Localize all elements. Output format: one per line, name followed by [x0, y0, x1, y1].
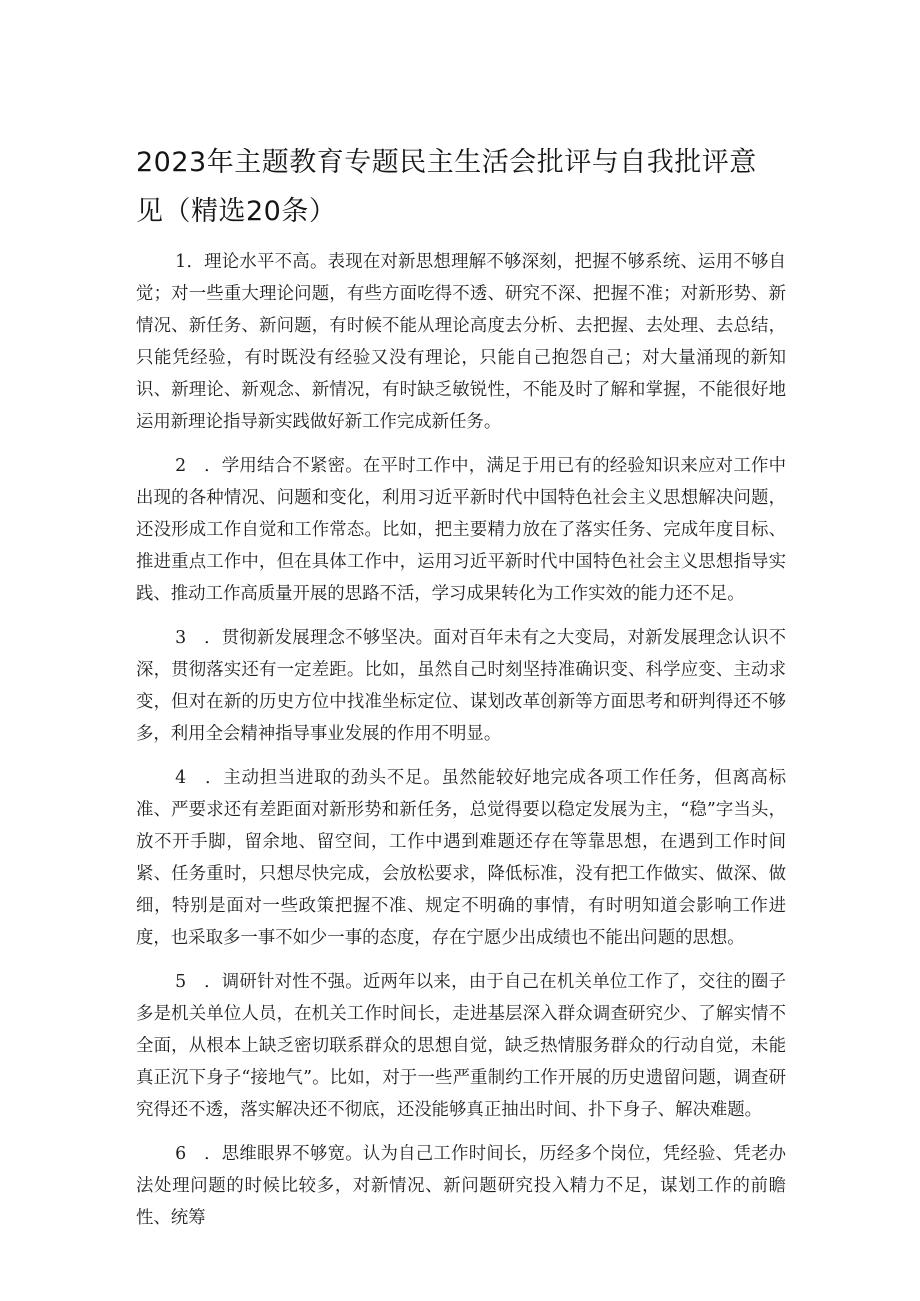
- paragraph: 1．理论水平不高。表现在对新思想理解不够深刻，把握不够系统、运用不够自觉；对一些重大理论问题，有些方面吃得不透、研究不深、把握不准；对新形势、新情况、新任务、新问题，有时候不能从理论高度去分析、去把握、去处理、去总结，只能凭经验，有时既没有经验又没有理论，只能自己抱怨自己；对大量涌现的新知识、新理论、新观念、新情况，有时缺乏敏锐性，不能及时了解和掌握，不能很好地运用新理论指导新实践做好新工作完成新任务。: [136, 252, 786, 432]
- paragraph: 5 ．调研针对性不强。近两年以来，由于自己在机关单位工作了，交往的圈子多是机关单位人员，在机关工作时间长，走进基层深入群众调查研究少、了解实情不全面，从根本上缺乏密切联系群众的思想自觉，缺乏热情服务群众的行动自觉，未能真正沉下身子“接地气”。比如，对于一些严重制约工作开展的历史遗留问题，调查研究得还不透，落实解决还不彻底，还没能够真正抽出时间、扑下身子、解决难题。: [136, 972, 786, 1120]
- paragraph: 6 ．思维眼界不够宽。认为自己工作时间长，历经多个岗位，凭经验、凭老办法处理问题的时候比较多，对新情况、新问题研究投入精力不足，谋划工作的前瞻性、统筹: [136, 1144, 786, 1228]
- paragraph: 4 ．主动担当进取的劲头不足。虽然能较好地完成各项工作任务，但离高标准、严要求还有差距面对新形势和新任务，总觉得要以稳定发展为主，“稳”字当头，放不开手脚，留余地、留空间，工作中遇到难题还存在等靠思想，在遇到工作时间紧、任务重时，只想尽快完成，会放松要求，降低标准，没有把工作做实、做深、做细，特别是面对一些政策把握不准、规定不明确的事情，有时明知道会影响工作进度，也采取多一事不如少一事的态度，存在宁愿少出成绩也不能出问题的思想。: [136, 768, 786, 948]
- document-body: [136, 246, 786, 1246]
- paragraph: 3 ．贯彻新发展理念不够坚决。面对百年未有之大变局，对新发展理念认识不深，贯彻落实还有一定差距。比如，虽然自己时刻坚持准确识变、科学应变、主动求变，但对在新的历史方位中找准坐标定位、谋划改革创新等方面思考和研判得还不够多，利用全会精神指导事业发展的作用不明显。: [136, 628, 786, 744]
- paragraph: 2 ．学用结合不紧密。在平时工作中，满足于用已有的经验知识来应对工作中出现的各种情况、问题和变化，利用习近平新时代中国特色社会主义思想解决问题，还没形成工作自觉和工作常态。比如，把主要精力放在了落实任务、完成年度目标、推进重点工作中，但在具体工作中，运用习近平新时代中国特色社会主义思想指导实践、推动工作高质量开展的思路不活，学习成果转化为工作实效的能力还不足。: [136, 456, 786, 604]
- document-title: 2023年主题教育专题民主生活会批评与自我批评意见（精选20条）: [136, 147, 757, 227]
